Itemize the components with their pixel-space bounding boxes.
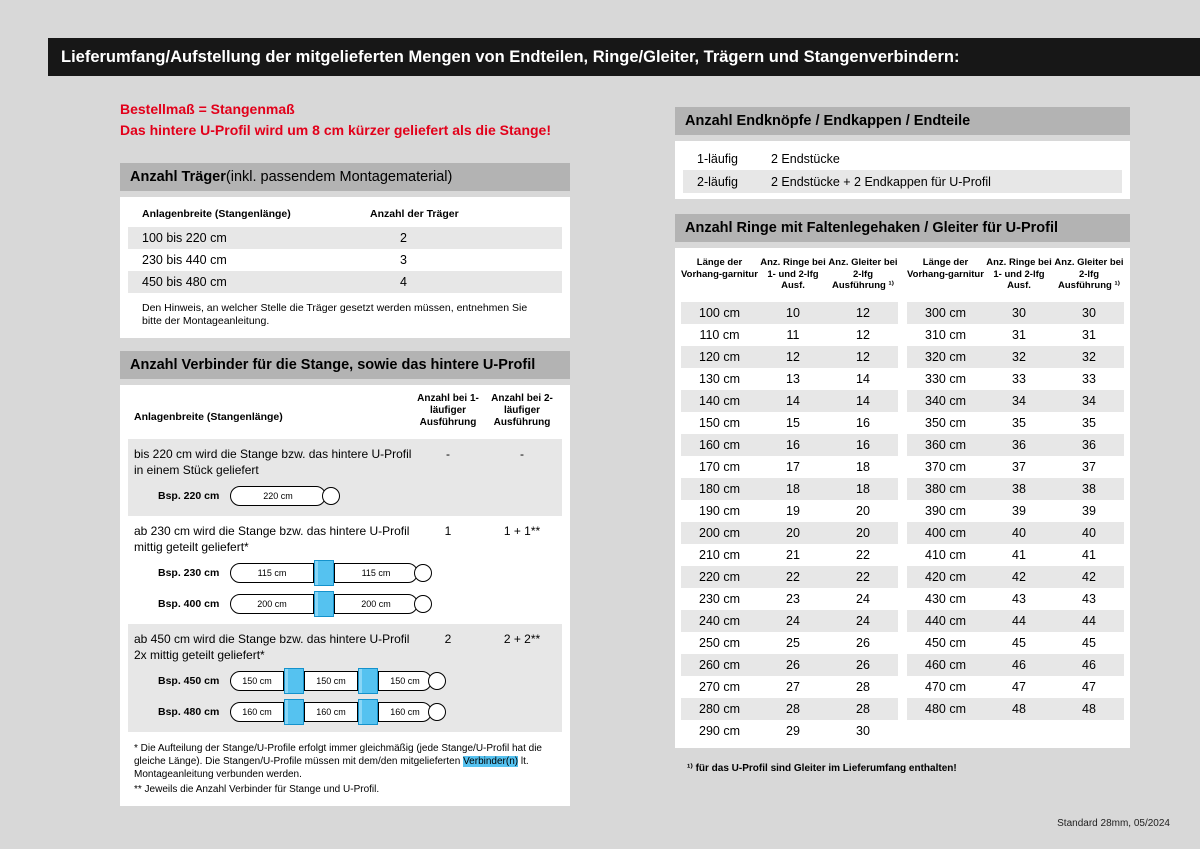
verbinder-footnote-2: ** Jeweils die Anzahl Verbinder für Stange und U-Profil.	[134, 784, 380, 795]
table-row	[681, 346, 898, 368]
traeger-col2-header: Anzahl der Träger	[370, 208, 459, 220]
length-cell: 430 cm	[925, 592, 966, 606]
table-row	[907, 522, 1124, 544]
rod	[230, 668, 446, 694]
ringe-table-header	[681, 254, 898, 302]
ringe-count-cell: 40	[1012, 526, 1026, 540]
traeger-count-cell: 3	[400, 253, 407, 267]
traeger-title: Anzahl Träger	[130, 169, 226, 185]
verbinder-col-label: Anlagenbreite (Stangenlänge)	[134, 411, 283, 423]
verbinder-group-row	[128, 523, 562, 555]
rod-example-row	[128, 480, 562, 511]
ringe-count-cell: 45	[1012, 636, 1026, 650]
table-row	[681, 522, 898, 544]
gleiter-count-cell: 40	[1082, 526, 1096, 540]
table-row	[681, 434, 898, 456]
table-row	[681, 720, 898, 742]
gleiter-count-cell: 39	[1082, 504, 1096, 518]
page-title: Lieferumfang/Aufstellung der mitgelieferten Mengen von Endteilen, Ringe/Gleiter, Trägern und Stangenverbindern:	[61, 47, 960, 66]
length-cell: 220 cm	[699, 570, 740, 584]
footnote-text-pre: * Die Aufteilung der Stange/U-Profile erfolgt immer gleichmäßig (jede Stange/U-Profil hat die gleiche Länge). Die Stangen/U-Profile müssen mit dem/den mitgelieferten	[134, 743, 542, 767]
rod-connector-icon	[284, 699, 304, 725]
table-row	[681, 412, 898, 434]
ringe-count-cell: 17	[786, 460, 800, 474]
endteile-content-cell: 2 Endstücke	[771, 151, 840, 166]
order-notice-line2: Das hintere U-Profil wird um 8 cm kürzer geliefert als die Stange!	[120, 122, 552, 138]
length-cell: 160 cm	[699, 438, 740, 452]
rod-example-row	[128, 696, 562, 727]
gleiter-count-cell: 30	[1082, 306, 1096, 320]
ringe-title: Anzahl Ringe mit Faltenlegehaken / Gleiter für U-Profil	[685, 220, 1059, 236]
rod-end-cap-icon	[414, 564, 432, 582]
gleiter-count-cell: 31	[1082, 328, 1096, 342]
ringe-table-left	[681, 254, 898, 742]
rod	[230, 560, 432, 586]
verbinder-count-1lfg: 1	[444, 524, 452, 538]
table-row	[128, 249, 562, 271]
traeger-title-suffix: (inkl. passendem Montagematerial)	[225, 169, 453, 185]
length-cell: 440 cm	[925, 614, 966, 628]
table-row	[907, 368, 1124, 390]
rod-end-cap-icon	[322, 487, 340, 505]
length-cell: 210 cm	[699, 548, 740, 562]
table-row	[681, 566, 898, 588]
ringe-count-cell: 43	[1012, 592, 1026, 606]
verbinder-group	[128, 516, 562, 624]
rod	[230, 699, 446, 725]
gleiter-count-cell: 43	[1082, 592, 1096, 606]
traeger-table-header	[128, 201, 562, 227]
rod-end-cap-icon	[414, 595, 432, 613]
verbinder-footnote-1	[134, 742, 556, 781]
length-cell: 340 cm	[925, 394, 966, 408]
rod-example-label: Bsp. 400 cm	[158, 597, 220, 610]
gleiter-count-cell: 16	[856, 438, 870, 452]
table-row	[907, 302, 1124, 324]
verbinder-table	[120, 385, 570, 806]
rod-example-label: Bsp. 480 cm	[158, 705, 220, 718]
rod-end-cap-icon	[428, 672, 446, 690]
length-cell: 110 cm	[699, 328, 740, 342]
length-cell: 330 cm	[925, 372, 966, 386]
ringe-rows-left	[681, 302, 898, 742]
ringe-col2-header: Anz. Ringe bei 1- und 2-lfg Ausf.	[760, 257, 826, 291]
ringe-table-right	[907, 254, 1124, 720]
table-row	[128, 227, 562, 249]
table-row	[907, 632, 1124, 654]
verbinder-group-row	[128, 631, 562, 663]
rod-connector-icon	[284, 668, 304, 694]
length-cell: 170 cm	[699, 460, 740, 474]
traeger-range-cell: 100 bis 220 cm	[142, 231, 227, 245]
gleiter-count-cell: 46	[1082, 658, 1096, 672]
table-row	[681, 368, 898, 390]
gleiter-count-cell: 20	[856, 526, 870, 540]
ringe-count-cell: 11	[786, 328, 800, 342]
gleiter-count-cell: 35	[1082, 416, 1096, 430]
gleiter-count-cell: 24	[856, 592, 870, 606]
ringe-count-cell: 47	[1012, 680, 1026, 694]
rod-end-cap-icon	[428, 703, 446, 721]
table-row	[907, 588, 1124, 610]
ringe-count-cell: 41	[1012, 548, 1026, 562]
rod	[230, 591, 432, 617]
gleiter-count-cell: 22	[856, 548, 870, 562]
endteile-table	[675, 141, 1130, 199]
gleiter-count-cell: 18	[856, 460, 870, 474]
length-cell: 240 cm	[699, 614, 740, 628]
table-row	[907, 390, 1124, 412]
gleiter-count-cell: 24	[856, 614, 870, 628]
length-cell: 360 cm	[925, 438, 966, 452]
ringe-count-cell: 31	[1012, 328, 1026, 342]
gleiter-count-cell: 41	[1082, 548, 1096, 562]
length-cell: 280 cm	[699, 702, 740, 716]
gleiter-count-cell: 14	[856, 372, 870, 386]
ringe-count-cell: 27	[786, 680, 800, 694]
traeger-range-cell: 230 bis 440 cm	[142, 253, 227, 267]
ringe-table-panel	[675, 248, 1130, 748]
gleiter-count-cell: 33	[1082, 372, 1096, 386]
endteile-section-header	[675, 107, 1130, 135]
ringe-count-cell: 29	[786, 724, 800, 738]
length-cell: 290 cm	[699, 724, 740, 738]
table-row	[907, 544, 1124, 566]
ringe-count-cell: 21	[786, 548, 800, 562]
traeger-table	[120, 197, 570, 338]
rod-segment: 115 cm	[334, 563, 418, 583]
table-row	[907, 412, 1124, 434]
ringe-count-cell: 19	[786, 504, 800, 518]
length-cell: 300 cm	[925, 306, 966, 320]
length-cell: 470 cm	[925, 680, 966, 694]
rod-segment: 220 cm	[230, 486, 326, 506]
ringe-count-cell: 15	[786, 416, 800, 430]
length-cell: 200 cm	[699, 526, 740, 540]
rod-segment: 200 cm	[230, 594, 314, 614]
table-row	[681, 456, 898, 478]
length-cell: 130 cm	[699, 372, 740, 386]
ringe-count-cell: 34	[1012, 394, 1026, 408]
gleiter-count-cell: 14	[856, 394, 870, 408]
length-cell: 250 cm	[699, 636, 740, 650]
table-row	[907, 654, 1124, 676]
rod-example-label: Bsp. 230 cm	[158, 566, 220, 579]
ringe-count-cell: 32	[1012, 350, 1026, 364]
rod-segment: 160 cm	[230, 702, 284, 722]
table-row	[907, 434, 1124, 456]
gleiter-count-cell: 32	[1082, 350, 1096, 364]
verbinder-count-2lfg: 2 + 2**	[503, 632, 541, 646]
table-row	[681, 588, 898, 610]
table-row	[681, 500, 898, 522]
verbinder-count-1lfg: 2	[444, 632, 452, 646]
verbinder-count-2lfg: 1 + 1**	[503, 524, 541, 538]
verbinder-group-text: ab 450 cm wird die Stange bzw. das hintere U-Profil 2x mittig geteilt geliefert*	[134, 632, 410, 662]
table-row	[907, 698, 1124, 720]
rod-segment: 200 cm	[334, 594, 418, 614]
table-row	[681, 654, 898, 676]
gleiter-count-cell: 47	[1082, 680, 1096, 694]
gleiter-count-cell: 20	[856, 504, 870, 518]
rod-example-row	[128, 665, 562, 696]
gleiter-count-cell: 34	[1082, 394, 1096, 408]
ringe-count-cell: 14	[786, 394, 800, 408]
ringe-count-cell: 23	[786, 592, 800, 606]
ringe-count-cell: 37	[1012, 460, 1026, 474]
ringe-table-header	[907, 254, 1124, 302]
order-notice-line1: Bestellmaß = Stangenmaß	[120, 101, 295, 117]
length-cell: 400 cm	[925, 526, 966, 540]
table-row	[681, 698, 898, 720]
rod-segment: 160 cm	[304, 702, 358, 722]
ringe-count-cell: 24	[786, 614, 800, 628]
ringe-col3-header: Anz. Gleiter bei 2-lfg Ausführung ¹⁾	[1054, 257, 1124, 291]
table-row	[681, 610, 898, 632]
gleiter-count-cell: 36	[1082, 438, 1096, 452]
ringe-col3-header: Anz. Gleiter bei 2-lfg Ausführung ¹⁾	[828, 257, 898, 291]
table-row	[683, 170, 1122, 193]
traeger-rows	[128, 227, 562, 293]
ringe-count-cell: 16	[786, 438, 800, 452]
gleiter-count-cell: 22	[856, 570, 870, 584]
ringe-col2-header: Anz. Ringe bei 1- und 2-lfg Ausf.	[986, 257, 1052, 291]
rod-example-label: Bsp. 220 cm	[158, 489, 220, 502]
ringe-count-cell: 28	[786, 702, 800, 716]
ringe-section-header	[675, 214, 1130, 242]
verbinder-count-1lfg: -	[446, 447, 450, 461]
table-row	[128, 271, 562, 293]
gleiter-count-cell: 45	[1082, 636, 1096, 650]
table-row	[907, 500, 1124, 522]
traeger-range-cell: 450 bis 480 cm	[142, 275, 227, 289]
verbinder-table-header	[128, 389, 562, 439]
table-row	[681, 324, 898, 346]
ringe-count-cell: 10	[786, 306, 800, 320]
length-cell: 350 cm	[925, 416, 966, 430]
ringe-count-cell: 25	[786, 636, 800, 650]
length-cell: 480 cm	[925, 702, 966, 716]
length-cell: 150 cm	[699, 416, 740, 430]
length-cell: 180 cm	[699, 482, 740, 496]
table-row	[907, 610, 1124, 632]
traeger-count-cell: 2	[400, 231, 407, 245]
verbinder-group	[128, 439, 562, 516]
table-row	[907, 478, 1124, 500]
verbinder-group	[128, 624, 562, 732]
verbinder-group-row	[128, 446, 562, 478]
endteile-content-cell: 2 Endstücke + 2 Endkappen für U-Profil	[771, 174, 991, 189]
length-cell: 310 cm	[925, 328, 966, 342]
verbinder-groups	[128, 439, 562, 732]
traeger-count-cell: 4	[400, 275, 407, 289]
rod-example-label: Bsp. 450 cm	[158, 674, 220, 687]
footnote-text-post: lt. Montageanleitung verbunden werden.	[134, 756, 529, 780]
ringe-count-cell: 30	[1012, 306, 1026, 320]
table-row	[907, 676, 1124, 698]
ringe-count-cell: 38	[1012, 482, 1026, 496]
ringe-count-cell: 44	[1012, 614, 1026, 628]
length-cell: 230 cm	[699, 592, 740, 606]
length-cell: 190 cm	[699, 504, 740, 518]
rod	[230, 486, 340, 506]
page-title-bar	[48, 38, 1200, 76]
rod-connector-icon	[314, 591, 334, 617]
length-cell: 370 cm	[925, 460, 966, 474]
length-cell: 270 cm	[699, 680, 740, 694]
rod-segment: 150 cm	[304, 671, 358, 691]
table-row	[683, 147, 1122, 170]
table-row	[907, 566, 1124, 588]
ringe-count-cell: 42	[1012, 570, 1026, 584]
rod-segment: 115 cm	[230, 563, 314, 583]
verbinder-group-text: bis 220 cm wird die Stange bzw. das hintere U-Profil in einem Stück geliefert	[134, 447, 412, 477]
endteile-type-cell: 2-läufig	[697, 174, 738, 189]
ringe-count-cell: 36	[1012, 438, 1026, 452]
verbinder-highlight: Verbinder(n)	[463, 756, 519, 767]
length-cell: 460 cm	[925, 658, 966, 672]
rod-segment: 160 cm	[378, 702, 432, 722]
length-cell: 140 cm	[699, 394, 740, 408]
verbinder-count-2lfg: -	[520, 447, 524, 461]
ringe-count-cell: 22	[786, 570, 800, 584]
length-cell: 100 cm	[699, 306, 740, 320]
ringe-count-cell: 18	[786, 482, 800, 496]
rod-segment: 150 cm	[378, 671, 432, 691]
rod-segment: 150 cm	[230, 671, 284, 691]
table-row	[907, 324, 1124, 346]
verbinder-section-header	[120, 351, 570, 379]
rod-example-row	[128, 557, 562, 588]
ringe-count-cell: 48	[1012, 702, 1026, 716]
ringe-rows-right	[907, 302, 1124, 720]
rod-connector-icon	[358, 668, 378, 694]
length-cell: 380 cm	[925, 482, 966, 496]
length-cell: 420 cm	[925, 570, 966, 584]
verbinder-group-text: ab 230 cm wird die Stange bzw. das hintere U-Profil mittig geteilt geliefert*	[134, 524, 410, 554]
gleiter-count-cell: 48	[1082, 702, 1096, 716]
table-row	[681, 632, 898, 654]
table-row	[681, 390, 898, 412]
ringe-count-cell: 46	[1012, 658, 1026, 672]
gleiter-count-cell: 16	[856, 416, 870, 430]
traeger-section-header	[120, 163, 570, 191]
gleiter-count-cell: 12	[856, 350, 870, 364]
gleiter-count-cell: 18	[856, 482, 870, 496]
ringe-footnote: ¹⁾ für das U-Profil sind Gleiter im Lieferumfang enthalten!	[687, 763, 957, 774]
gleiter-count-cell: 26	[856, 658, 870, 672]
gleiter-count-cell: 12	[856, 328, 870, 342]
length-cell: 410 cm	[925, 548, 966, 562]
gleiter-count-cell: 28	[856, 680, 870, 694]
length-cell: 120 cm	[699, 350, 740, 364]
gleiter-count-cell: 26	[856, 636, 870, 650]
gleiter-count-cell: 12	[856, 306, 870, 320]
ringe-col1-header: Länge der Vorhang-garnitur	[907, 257, 984, 280]
ringe-col1-header: Länge der Vorhang-garnitur	[681, 257, 758, 280]
ringe-count-cell: 26	[786, 658, 800, 672]
length-cell: 450 cm	[925, 636, 966, 650]
gleiter-count-cell: 42	[1082, 570, 1096, 584]
endteile-type-cell: 1-läufig	[697, 151, 738, 166]
ringe-count-cell: 39	[1012, 504, 1026, 518]
gleiter-count-cell: 38	[1082, 482, 1096, 496]
rod-connector-icon	[358, 699, 378, 725]
verbinder-title: Anzahl Verbinder für die Stange, sowie das hintere U-Profil	[130, 357, 536, 373]
table-row	[907, 346, 1124, 368]
order-notice	[120, 99, 551, 141]
ringe-count-cell: 20	[786, 526, 800, 540]
table-row	[907, 456, 1124, 478]
gleiter-count-cell: 30	[856, 724, 870, 738]
traeger-note: Den Hinweis, an welcher Stelle die Träger gesetzt werden müssen, entnehmen Sie bitte der Montageanleitung.	[142, 302, 528, 327]
length-cell: 320 cm	[925, 350, 966, 364]
ringe-count-cell: 33	[1012, 372, 1026, 386]
ringe-count-cell: 35	[1012, 416, 1026, 430]
verbinder-col1-header: Anzahl bei 1-läufiger Ausführung	[417, 393, 479, 428]
length-cell: 390 cm	[925, 504, 966, 518]
length-cell: 260 cm	[699, 658, 740, 672]
ringe-count-cell: 12	[786, 350, 800, 364]
gleiter-count-cell: 44	[1082, 614, 1096, 628]
table-row	[681, 544, 898, 566]
table-row	[681, 302, 898, 324]
rod-example-row	[128, 588, 562, 619]
verbinder-footnotes	[128, 732, 562, 798]
traeger-col1-header: Anlagenbreite (Stangenlänge)	[142, 208, 291, 220]
gleiter-count-cell: 28	[856, 702, 870, 716]
ringe-count-cell: 13	[786, 372, 800, 386]
table-row	[681, 676, 898, 698]
gleiter-count-cell: 37	[1082, 460, 1096, 474]
document-version-label: Standard 28mm, 05/2024	[1057, 818, 1170, 829]
table-row	[681, 478, 898, 500]
verbinder-col2-header: Anzahl bei 2-läufiger Ausführung	[491, 393, 553, 428]
endteile-rows	[683, 147, 1122, 193]
rod-connector-icon	[314, 560, 334, 586]
endteile-title: Anzahl Endknöpfe / Endkappen / Endteile	[685, 113, 971, 129]
